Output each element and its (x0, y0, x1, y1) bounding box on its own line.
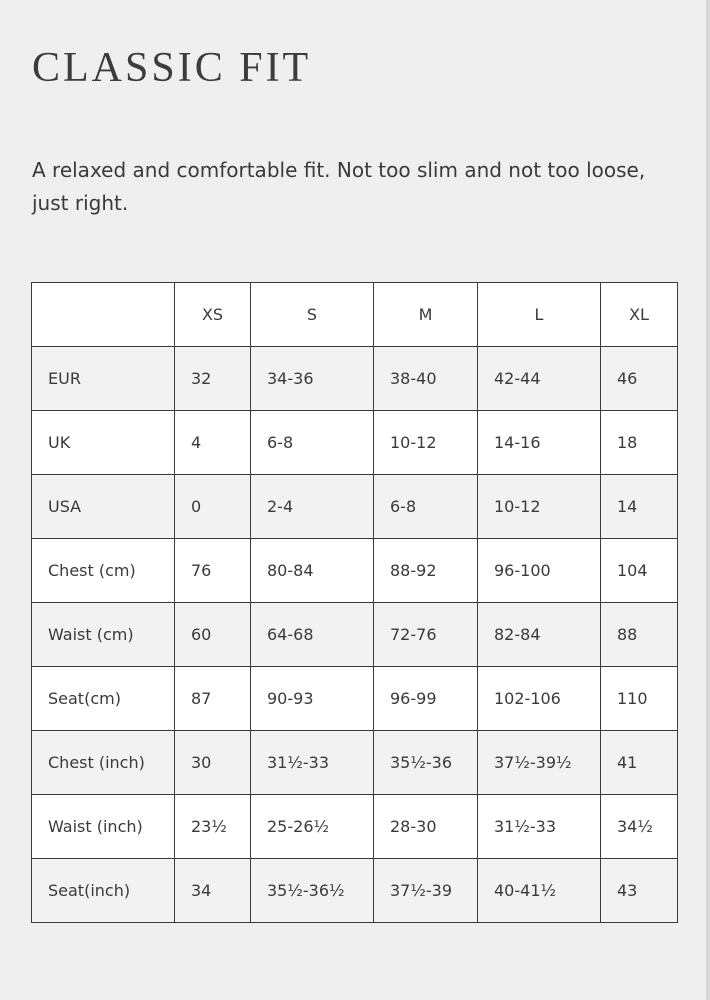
row-label: Chest (inch) (32, 731, 175, 795)
row-label: Seat(inch) (32, 859, 175, 923)
header-cell-m: M (374, 283, 478, 347)
table-cell: 25-26½ (251, 795, 374, 859)
row-label: Waist (cm) (32, 603, 175, 667)
table-cell: 88-92 (374, 539, 478, 603)
row-label: Chest (cm) (32, 539, 175, 603)
size-chart-table (31, 282, 678, 923)
header-cell-empty (32, 283, 175, 347)
table-cell: 14-16 (478, 411, 601, 475)
table-cell: 31½-33 (251, 731, 374, 795)
table-cell: 104 (601, 539, 678, 603)
table-row (32, 667, 678, 731)
table-cell: 46 (601, 347, 678, 411)
table-cell: 96-99 (374, 667, 478, 731)
table-row (32, 731, 678, 795)
table-cell: 32 (175, 347, 251, 411)
row-label: UK (32, 411, 175, 475)
table-cell: 87 (175, 667, 251, 731)
table-cell: 72-76 (374, 603, 478, 667)
table-cell: 4 (175, 411, 251, 475)
table-cell: 31½-33 (478, 795, 601, 859)
table-row (32, 539, 678, 603)
table-cell: 96-100 (478, 539, 601, 603)
page-title: CLASSIC FIT (32, 45, 312, 91)
table-cell: 34 (175, 859, 251, 923)
table-row (32, 795, 678, 859)
table-cell: 82-84 (478, 603, 601, 667)
table-cell: 88 (601, 603, 678, 667)
table-cell: 18 (601, 411, 678, 475)
table-cell: 60 (175, 603, 251, 667)
table-cell: 28-30 (374, 795, 478, 859)
table-cell: 0 (175, 475, 251, 539)
table-cell: 102-106 (478, 667, 601, 731)
table-cell: 42-44 (478, 347, 601, 411)
table-cell: 110 (601, 667, 678, 731)
table-cell: 80-84 (251, 539, 374, 603)
table-cell: 40-41½ (478, 859, 601, 923)
table-cell: 30 (175, 731, 251, 795)
header-cell-xs: XS (175, 283, 251, 347)
page-edge-divider (706, 0, 710, 1000)
table-cell: 2-4 (251, 475, 374, 539)
table-cell: 43 (601, 859, 678, 923)
table-cell: 64-68 (251, 603, 374, 667)
row-label: EUR (32, 347, 175, 411)
table-row (32, 411, 678, 475)
table-cell: 37½-39 (374, 859, 478, 923)
table-row (32, 859, 678, 923)
row-label: Waist (inch) (32, 795, 175, 859)
table-cell: 41 (601, 731, 678, 795)
table-cell: 34½ (601, 795, 678, 859)
header-cell-s: S (251, 283, 374, 347)
table-cell: 23½ (175, 795, 251, 859)
header-cell-l: L (478, 283, 601, 347)
header-cell-xl: XL (601, 283, 678, 347)
row-label: Seat(cm) (32, 667, 175, 731)
table-cell: 10-12 (478, 475, 601, 539)
table-cell: 34-36 (251, 347, 374, 411)
table-cell: 38-40 (374, 347, 478, 411)
table-cell: 37½-39½ (478, 731, 601, 795)
table-cell: 6-8 (251, 411, 374, 475)
table-cell: 35½-36 (374, 731, 478, 795)
table-row (32, 347, 678, 411)
table-row (32, 475, 678, 539)
table-row (32, 603, 678, 667)
table-cell: 35½-36½ (251, 859, 374, 923)
table-cell: 10-12 (374, 411, 478, 475)
table-cell: 90-93 (251, 667, 374, 731)
table-cell: 14 (601, 475, 678, 539)
fit-description: A relaxed and comfortable fit. Not too slim and not too loose, just right. (32, 158, 646, 215)
table-cell: 76 (175, 539, 251, 603)
size-header-row (32, 283, 678, 347)
row-label: USA (32, 475, 175, 539)
table-cell: 6-8 (374, 475, 478, 539)
